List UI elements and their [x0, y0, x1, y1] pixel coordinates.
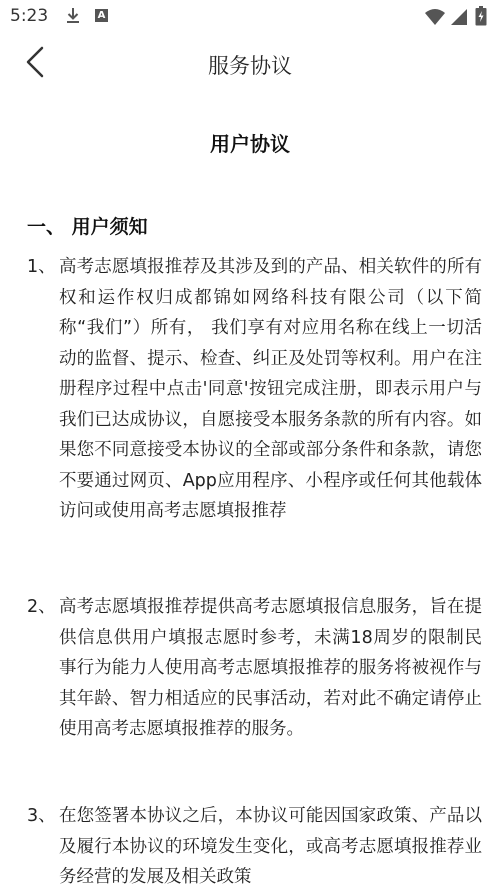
app-header	[0, 34, 500, 90]
item-text: 高考志愿填报推荐及其涉及到的产品、相关软件的所有权和运作权归成都锦如网络科技有限公司（以下简称“我们”）所有， 我们享有对应用名称在线上一切活动的监督、提示、检查、纠正及处罚等权利。用户在注册程序过程中点击'同意'按钮完成注册，即表示用户与我们已达成协议，自愿接受本服务条款的所有内容。如果您不同意接受本协议的全部或部分条件和条款，请您不要通过网页、App应用程序、小程序或任何其他载体访问或使用高考志愿填报推荐	[59, 257, 482, 521]
agreement-item-3	[27, 801, 482, 893]
page-title: 服务协议	[208, 54, 292, 78]
item-number: 2、	[27, 597, 56, 617]
agreement-item-2	[27, 592, 482, 745]
download-icon	[65, 6, 81, 26]
app-a-icon: A	[95, 9, 108, 22]
wifi-icon	[424, 8, 446, 26]
cell-signal-icon	[450, 8, 468, 26]
document-title: 用户协议	[210, 132, 290, 156]
item-text: 高考志愿填报推荐提供高考志愿填报信息服务，旨在提供信息供用户填报志愿时参考，未满18周岁的限制民事行为能力人使用高考志愿填报推荐的服务将被视作与其年龄、智力相适应的民事活动，若对此不确定请停止使用高考志愿填报推荐的服务。	[59, 597, 482, 739]
item-number: 1、	[27, 257, 56, 277]
agreement-item-1	[27, 252, 482, 527]
item-text: 在您签署本协议之后，本协议可能因国家政策、产品以及履行本协议的环境发生变化，或高考志愿填报推荐业务经营的发展及相关政策	[59, 806, 482, 887]
section-heading: 一、 用户须知	[27, 216, 148, 238]
item-number: 3、	[27, 806, 56, 826]
status-bar	[0, 0, 500, 34]
battery-icon	[475, 6, 487, 26]
status-time: 5:23	[10, 6, 49, 26]
